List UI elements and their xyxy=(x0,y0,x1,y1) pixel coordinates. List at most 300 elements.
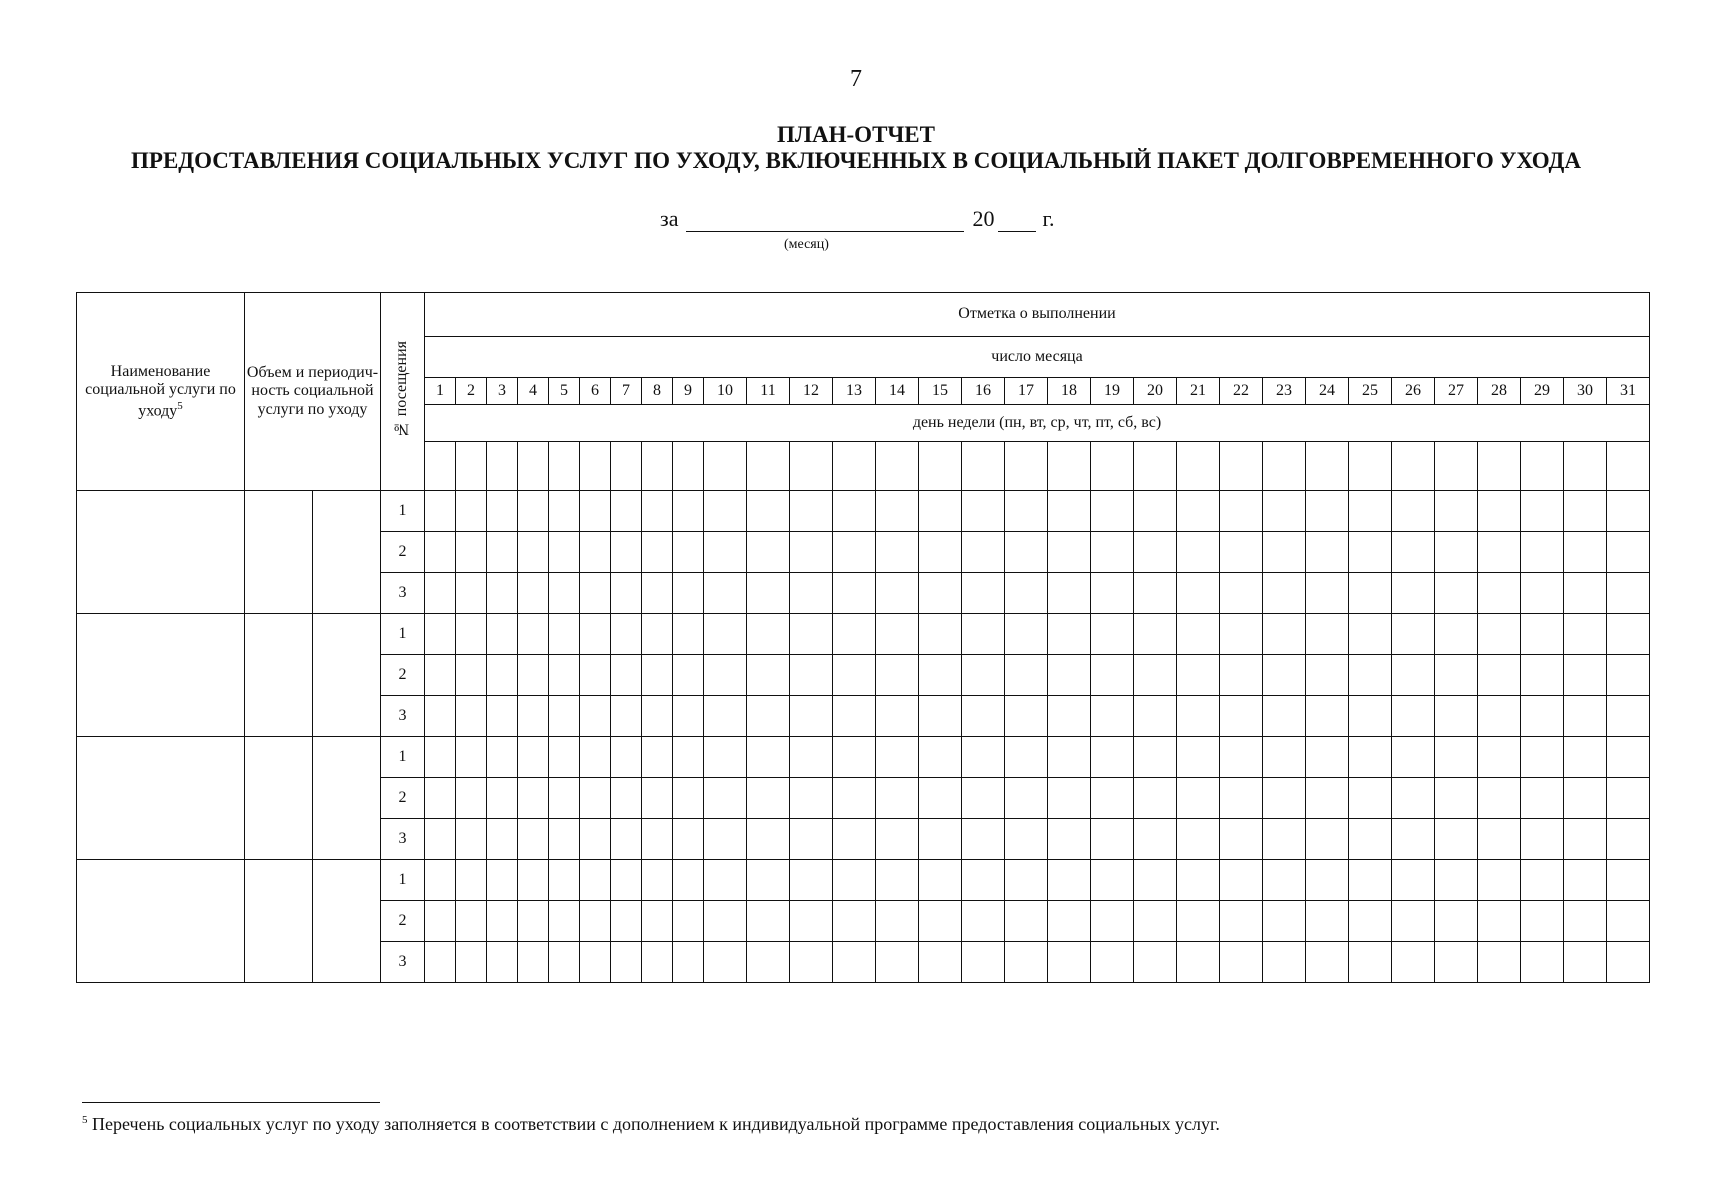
mark-cell[interactable] xyxy=(518,942,549,983)
weekday-cell[interactable] xyxy=(1134,442,1177,491)
mark-cell[interactable] xyxy=(611,901,642,942)
weekday-cell[interactable] xyxy=(962,442,1005,491)
mark-cell[interactable] xyxy=(962,532,1005,573)
mark-cell[interactable] xyxy=(1392,778,1435,819)
mark-cell[interactable] xyxy=(487,614,518,655)
mark-cell[interactable] xyxy=(456,573,487,614)
mark-cell[interactable] xyxy=(456,491,487,532)
mark-cell[interactable] xyxy=(673,778,704,819)
mark-cell[interactable] xyxy=(518,532,549,573)
mark-cell[interactable] xyxy=(456,860,487,901)
mark-cell[interactable] xyxy=(518,614,549,655)
mark-cell[interactable] xyxy=(487,655,518,696)
mark-cell[interactable] xyxy=(673,655,704,696)
mark-cell[interactable] xyxy=(1263,491,1306,532)
mark-cell[interactable] xyxy=(919,778,962,819)
mark-cell[interactable] xyxy=(704,778,747,819)
mark-cell[interactable] xyxy=(1607,819,1650,860)
periodicity-cell[interactable] xyxy=(313,614,381,737)
mark-cell[interactable] xyxy=(642,901,673,942)
mark-cell[interactable] xyxy=(1005,573,1048,614)
mark-cell[interactable] xyxy=(833,614,876,655)
mark-cell[interactable] xyxy=(518,491,549,532)
mark-cell[interactable] xyxy=(1306,819,1349,860)
weekday-cell[interactable] xyxy=(1435,442,1478,491)
mark-cell[interactable] xyxy=(1306,614,1349,655)
mark-cell[interactable] xyxy=(487,696,518,737)
weekday-cell[interactable] xyxy=(1392,442,1435,491)
mark-cell[interactable] xyxy=(962,778,1005,819)
mark-cell[interactable] xyxy=(487,532,518,573)
mark-cell[interactable] xyxy=(1048,860,1091,901)
mark-cell[interactable] xyxy=(1134,491,1177,532)
mark-cell[interactable] xyxy=(611,696,642,737)
mark-cell[interactable] xyxy=(580,532,611,573)
mark-cell[interactable] xyxy=(1521,696,1564,737)
mark-cell[interactable] xyxy=(876,491,919,532)
mark-cell[interactable] xyxy=(1091,614,1134,655)
mark-cell[interactable] xyxy=(1478,573,1521,614)
mark-cell[interactable] xyxy=(1263,655,1306,696)
mark-cell[interactable] xyxy=(747,491,790,532)
mark-cell[interactable] xyxy=(1005,942,1048,983)
mark-cell[interactable] xyxy=(747,614,790,655)
mark-cell[interactable] xyxy=(833,573,876,614)
mark-cell[interactable] xyxy=(833,655,876,696)
mark-cell[interactable] xyxy=(1005,655,1048,696)
mark-cell[interactable] xyxy=(642,532,673,573)
mark-cell[interactable] xyxy=(673,737,704,778)
mark-cell[interactable] xyxy=(611,942,642,983)
mark-cell[interactable] xyxy=(1435,696,1478,737)
weekday-cell[interactable] xyxy=(1521,442,1564,491)
mark-cell[interactable] xyxy=(1521,737,1564,778)
mark-cell[interactable] xyxy=(1048,901,1091,942)
weekday-cell[interactable] xyxy=(833,442,876,491)
mark-cell[interactable] xyxy=(611,860,642,901)
mark-cell[interactable] xyxy=(790,778,833,819)
mark-cell[interactable] xyxy=(962,614,1005,655)
mark-cell[interactable] xyxy=(673,942,704,983)
mark-cell[interactable] xyxy=(1521,573,1564,614)
mark-cell[interactable] xyxy=(1263,696,1306,737)
mark-cell[interactable] xyxy=(580,491,611,532)
mark-cell[interactable] xyxy=(1349,819,1392,860)
mark-cell[interactable] xyxy=(747,532,790,573)
mark-cell[interactable] xyxy=(1349,942,1392,983)
mark-cell[interactable] xyxy=(1177,737,1220,778)
mark-cell[interactable] xyxy=(580,860,611,901)
mark-cell[interactable] xyxy=(1435,942,1478,983)
mark-cell[interactable] xyxy=(1091,532,1134,573)
mark-cell[interactable] xyxy=(456,655,487,696)
mark-cell[interactable] xyxy=(1306,942,1349,983)
mark-cell[interactable] xyxy=(833,901,876,942)
mark-cell[interactable] xyxy=(790,532,833,573)
mark-cell[interactable] xyxy=(919,942,962,983)
mark-cell[interactable] xyxy=(580,778,611,819)
mark-cell[interactable] xyxy=(1564,655,1607,696)
weekday-cell[interactable] xyxy=(1349,442,1392,491)
mark-cell[interactable] xyxy=(1521,532,1564,573)
mark-cell[interactable] xyxy=(549,614,580,655)
mark-cell[interactable] xyxy=(790,737,833,778)
mark-cell[interactable] xyxy=(611,491,642,532)
mark-cell[interactable] xyxy=(1134,901,1177,942)
mark-cell[interactable] xyxy=(790,860,833,901)
mark-cell[interactable] xyxy=(1349,860,1392,901)
mark-cell[interactable] xyxy=(1005,614,1048,655)
mark-cell[interactable] xyxy=(1005,737,1048,778)
mark-cell[interactable] xyxy=(456,901,487,942)
mark-cell[interactable] xyxy=(642,696,673,737)
mark-cell[interactable] xyxy=(549,532,580,573)
mark-cell[interactable] xyxy=(962,696,1005,737)
mark-cell[interactable] xyxy=(833,532,876,573)
mark-cell[interactable] xyxy=(833,491,876,532)
service-name-cell[interactable] xyxy=(77,737,245,860)
mark-cell[interactable] xyxy=(1134,737,1177,778)
mark-cell[interactable] xyxy=(1220,532,1263,573)
mark-cell[interactable] xyxy=(1392,696,1435,737)
mark-cell[interactable] xyxy=(1220,696,1263,737)
mark-cell[interactable] xyxy=(876,778,919,819)
mark-cell[interactable] xyxy=(1478,491,1521,532)
mark-cell[interactable] xyxy=(1435,614,1478,655)
mark-cell[interactable] xyxy=(704,860,747,901)
weekday-cell[interactable] xyxy=(1263,442,1306,491)
mark-cell[interactable] xyxy=(1564,573,1607,614)
mark-cell[interactable] xyxy=(642,819,673,860)
mark-cell[interactable] xyxy=(673,819,704,860)
mark-cell[interactable] xyxy=(1220,860,1263,901)
mark-cell[interactable] xyxy=(790,696,833,737)
mark-cell[interactable] xyxy=(919,737,962,778)
mark-cell[interactable] xyxy=(642,491,673,532)
mark-cell[interactable] xyxy=(919,614,962,655)
mark-cell[interactable] xyxy=(704,737,747,778)
mark-cell[interactable] xyxy=(1521,778,1564,819)
mark-cell[interactable] xyxy=(673,696,704,737)
mark-cell[interactable] xyxy=(833,942,876,983)
mark-cell[interactable] xyxy=(1177,532,1220,573)
weekday-cell[interactable] xyxy=(611,442,642,491)
mark-cell[interactable] xyxy=(747,942,790,983)
mark-cell[interactable] xyxy=(611,778,642,819)
mark-cell[interactable] xyxy=(1220,614,1263,655)
mark-cell[interactable] xyxy=(704,614,747,655)
mark-cell[interactable] xyxy=(962,819,1005,860)
mark-cell[interactable] xyxy=(518,778,549,819)
weekday-cell[interactable] xyxy=(1220,442,1263,491)
mark-cell[interactable] xyxy=(747,819,790,860)
mark-cell[interactable] xyxy=(1091,819,1134,860)
mark-cell[interactable] xyxy=(919,901,962,942)
mark-cell[interactable] xyxy=(673,860,704,901)
mark-cell[interactable] xyxy=(1048,819,1091,860)
mark-cell[interactable] xyxy=(1392,491,1435,532)
mark-cell[interactable] xyxy=(876,901,919,942)
mark-cell[interactable] xyxy=(549,491,580,532)
mark-cell[interactable] xyxy=(487,942,518,983)
mark-cell[interactable] xyxy=(962,737,1005,778)
mark-cell[interactable] xyxy=(1564,778,1607,819)
mark-cell[interactable] xyxy=(1048,778,1091,819)
mark-cell[interactable] xyxy=(487,778,518,819)
periodicity-cell[interactable] xyxy=(313,860,381,983)
mark-cell[interactable] xyxy=(919,819,962,860)
mark-cell[interactable] xyxy=(1048,737,1091,778)
mark-cell[interactable] xyxy=(487,901,518,942)
weekday-cell[interactable] xyxy=(487,442,518,491)
mark-cell[interactable] xyxy=(876,573,919,614)
mark-cell[interactable] xyxy=(876,860,919,901)
mark-cell[interactable] xyxy=(1349,901,1392,942)
mark-cell[interactable] xyxy=(1134,942,1177,983)
mark-cell[interactable] xyxy=(673,532,704,573)
mark-cell[interactable] xyxy=(1478,860,1521,901)
volume-cell[interactable] xyxy=(245,860,313,983)
weekday-cell[interactable] xyxy=(425,442,456,491)
mark-cell[interactable] xyxy=(642,614,673,655)
mark-cell[interactable] xyxy=(425,532,456,573)
mark-cell[interactable] xyxy=(790,655,833,696)
mark-cell[interactable] xyxy=(790,942,833,983)
mark-cell[interactable] xyxy=(425,942,456,983)
weekday-cell[interactable] xyxy=(580,442,611,491)
mark-cell[interactable] xyxy=(425,491,456,532)
mark-cell[interactable] xyxy=(518,737,549,778)
mark-cell[interactable] xyxy=(747,696,790,737)
mark-cell[interactable] xyxy=(1005,491,1048,532)
mark-cell[interactable] xyxy=(1134,532,1177,573)
volume-cell[interactable] xyxy=(245,491,313,614)
mark-cell[interactable] xyxy=(425,860,456,901)
mark-cell[interactable] xyxy=(425,901,456,942)
mark-cell[interactable] xyxy=(1564,942,1607,983)
mark-cell[interactable] xyxy=(1392,860,1435,901)
mark-cell[interactable] xyxy=(1607,573,1650,614)
mark-cell[interactable] xyxy=(1091,860,1134,901)
mark-cell[interactable] xyxy=(1134,655,1177,696)
mark-cell[interactable] xyxy=(1220,737,1263,778)
mark-cell[interactable] xyxy=(1005,819,1048,860)
mark-cell[interactable] xyxy=(962,655,1005,696)
mark-cell[interactable] xyxy=(1564,491,1607,532)
mark-cell[interactable] xyxy=(1478,655,1521,696)
weekday-cell[interactable] xyxy=(456,442,487,491)
mark-cell[interactable] xyxy=(518,819,549,860)
mark-cell[interactable] xyxy=(1607,901,1650,942)
service-name-cell[interactable] xyxy=(77,860,245,983)
mark-cell[interactable] xyxy=(580,614,611,655)
mark-cell[interactable] xyxy=(747,778,790,819)
mark-cell[interactable] xyxy=(833,778,876,819)
mark-cell[interactable] xyxy=(1134,778,1177,819)
mark-cell[interactable] xyxy=(833,737,876,778)
mark-cell[interactable] xyxy=(1607,737,1650,778)
mark-cell[interactable] xyxy=(1392,901,1435,942)
weekday-cell[interactable] xyxy=(747,442,790,491)
mark-cell[interactable] xyxy=(1005,860,1048,901)
mark-cell[interactable] xyxy=(1306,778,1349,819)
mark-cell[interactable] xyxy=(642,778,673,819)
mark-cell[interactable] xyxy=(747,860,790,901)
mark-cell[interactable] xyxy=(1177,614,1220,655)
mark-cell[interactable] xyxy=(1263,737,1306,778)
mark-cell[interactable] xyxy=(549,655,580,696)
mark-cell[interactable] xyxy=(704,819,747,860)
mark-cell[interactable] xyxy=(1091,901,1134,942)
mark-cell[interactable] xyxy=(518,573,549,614)
mark-cell[interactable] xyxy=(1134,614,1177,655)
mark-cell[interactable] xyxy=(1435,778,1478,819)
mark-cell[interactable] xyxy=(1521,819,1564,860)
mark-cell[interactable] xyxy=(1564,737,1607,778)
mark-cell[interactable] xyxy=(704,901,747,942)
mark-cell[interactable] xyxy=(456,532,487,573)
mark-cell[interactable] xyxy=(1521,860,1564,901)
mark-cell[interactable] xyxy=(1478,696,1521,737)
mark-cell[interactable] xyxy=(1478,819,1521,860)
mark-cell[interactable] xyxy=(580,942,611,983)
service-name-cell[interactable] xyxy=(77,614,245,737)
mark-cell[interactable] xyxy=(1177,573,1220,614)
mark-cell[interactable] xyxy=(425,778,456,819)
mark-cell[interactable] xyxy=(580,901,611,942)
mark-cell[interactable] xyxy=(1392,942,1435,983)
mark-cell[interactable] xyxy=(1091,737,1134,778)
mark-cell[interactable] xyxy=(1306,737,1349,778)
weekday-cell[interactable] xyxy=(790,442,833,491)
mark-cell[interactable] xyxy=(1005,778,1048,819)
mark-cell[interactable] xyxy=(1048,573,1091,614)
mark-cell[interactable] xyxy=(425,614,456,655)
mark-cell[interactable] xyxy=(1392,573,1435,614)
mark-cell[interactable] xyxy=(549,819,580,860)
mark-cell[interactable] xyxy=(487,819,518,860)
mark-cell[interactable] xyxy=(1392,819,1435,860)
mark-cell[interactable] xyxy=(549,901,580,942)
mark-cell[interactable] xyxy=(962,901,1005,942)
mark-cell[interactable] xyxy=(1091,573,1134,614)
mark-cell[interactable] xyxy=(1220,942,1263,983)
mark-cell[interactable] xyxy=(487,860,518,901)
mark-cell[interactable] xyxy=(1048,942,1091,983)
mark-cell[interactable] xyxy=(1005,696,1048,737)
mark-cell[interactable] xyxy=(1564,696,1607,737)
mark-cell[interactable] xyxy=(1091,942,1134,983)
mark-cell[interactable] xyxy=(1478,614,1521,655)
mark-cell[interactable] xyxy=(1349,532,1392,573)
mark-cell[interactable] xyxy=(1306,491,1349,532)
mark-cell[interactable] xyxy=(1263,860,1306,901)
mark-cell[interactable] xyxy=(1392,737,1435,778)
mark-cell[interactable] xyxy=(642,655,673,696)
mark-cell[interactable] xyxy=(456,614,487,655)
mark-cell[interactable] xyxy=(1220,778,1263,819)
mark-cell[interactable] xyxy=(704,573,747,614)
mark-cell[interactable] xyxy=(790,573,833,614)
mark-cell[interactable] xyxy=(1177,778,1220,819)
mark-cell[interactable] xyxy=(1048,655,1091,696)
mark-cell[interactable] xyxy=(580,573,611,614)
mark-cell[interactable] xyxy=(1005,532,1048,573)
month-blank-field[interactable] xyxy=(686,205,964,232)
mark-cell[interactable] xyxy=(1306,860,1349,901)
mark-cell[interactable] xyxy=(1435,819,1478,860)
mark-cell[interactable] xyxy=(833,860,876,901)
mark-cell[interactable] xyxy=(425,655,456,696)
mark-cell[interactable] xyxy=(962,860,1005,901)
mark-cell[interactable] xyxy=(1435,491,1478,532)
mark-cell[interactable] xyxy=(642,737,673,778)
mark-cell[interactable] xyxy=(1564,860,1607,901)
mark-cell[interactable] xyxy=(425,819,456,860)
mark-cell[interactable] xyxy=(1564,532,1607,573)
mark-cell[interactable] xyxy=(1263,942,1306,983)
service-name-cell[interactable] xyxy=(77,491,245,614)
year-blank-field[interactable] xyxy=(998,205,1036,232)
periodicity-cell[interactable] xyxy=(313,737,381,860)
mark-cell[interactable] xyxy=(673,614,704,655)
weekday-cell[interactable] xyxy=(1478,442,1521,491)
mark-cell[interactable] xyxy=(1177,819,1220,860)
weekday-cell[interactable] xyxy=(673,442,704,491)
weekday-cell[interactable] xyxy=(1048,442,1091,491)
mark-cell[interactable] xyxy=(1564,901,1607,942)
mark-cell[interactable] xyxy=(580,696,611,737)
mark-cell[interactable] xyxy=(642,573,673,614)
mark-cell[interactable] xyxy=(487,491,518,532)
mark-cell[interactable] xyxy=(1607,860,1650,901)
mark-cell[interactable] xyxy=(1091,491,1134,532)
mark-cell[interactable] xyxy=(1177,696,1220,737)
mark-cell[interactable] xyxy=(642,942,673,983)
mark-cell[interactable] xyxy=(1521,614,1564,655)
mark-cell[interactable] xyxy=(919,573,962,614)
mark-cell[interactable] xyxy=(704,532,747,573)
mark-cell[interactable] xyxy=(487,573,518,614)
mark-cell[interactable] xyxy=(456,942,487,983)
mark-cell[interactable] xyxy=(876,614,919,655)
mark-cell[interactable] xyxy=(1607,614,1650,655)
mark-cell[interactable] xyxy=(919,655,962,696)
mark-cell[interactable] xyxy=(456,819,487,860)
mark-cell[interactable] xyxy=(518,696,549,737)
mark-cell[interactable] xyxy=(1435,573,1478,614)
mark-cell[interactable] xyxy=(1091,655,1134,696)
weekday-cell[interactable] xyxy=(1607,442,1650,491)
mark-cell[interactable] xyxy=(1306,573,1349,614)
mark-cell[interactable] xyxy=(876,655,919,696)
mark-cell[interactable] xyxy=(1607,696,1650,737)
mark-cell[interactable] xyxy=(549,860,580,901)
mark-cell[interactable] xyxy=(642,860,673,901)
weekday-cell[interactable] xyxy=(876,442,919,491)
mark-cell[interactable] xyxy=(1478,737,1521,778)
weekday-cell[interactable] xyxy=(1177,442,1220,491)
mark-cell[interactable] xyxy=(1392,532,1435,573)
mark-cell[interactable] xyxy=(1306,532,1349,573)
mark-cell[interactable] xyxy=(1564,614,1607,655)
mark-cell[interactable] xyxy=(1349,737,1392,778)
mark-cell[interactable] xyxy=(876,942,919,983)
mark-cell[interactable] xyxy=(704,491,747,532)
mark-cell[interactable] xyxy=(1521,942,1564,983)
weekday-cell[interactable] xyxy=(704,442,747,491)
mark-cell[interactable] xyxy=(919,491,962,532)
